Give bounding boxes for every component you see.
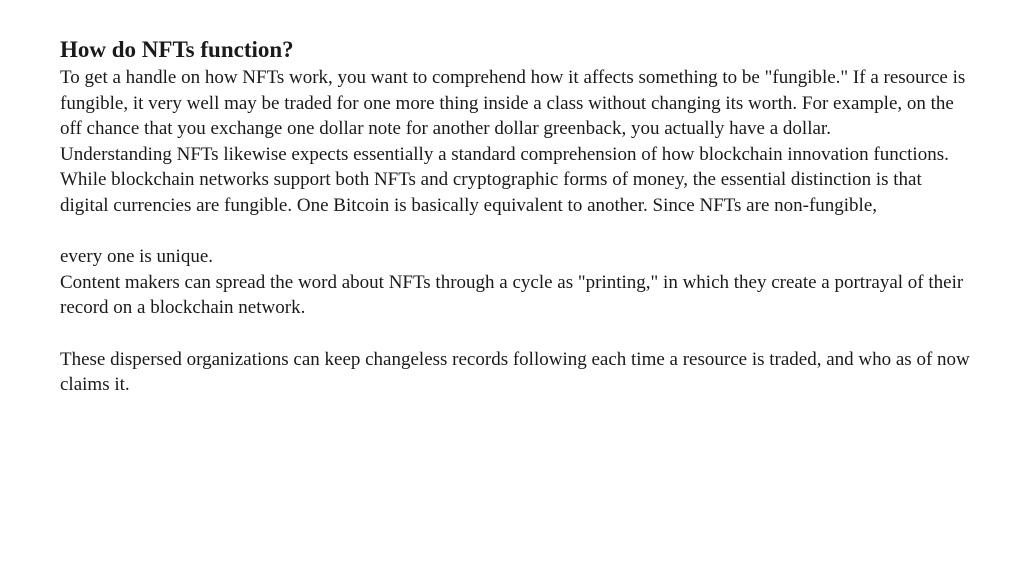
paragraph-unique: every one is unique.	[60, 246, 214, 268]
paragraph-blockchain: Understanding NFTs likewise expects essentially a standard comprehension of how blockchain innovation functions.	[60, 143, 949, 165]
slide-content	[60, 35, 970, 398]
paragraph-distinction: While blockchain networks support both NFTs and cryptographic forms of money, the essential distinction is that digital currencies are fungible. One Bitcoin is basically equivalent to another. Since NFTs are non-fungible,	[60, 169, 922, 216]
paragraph-minting: Content makers can spread the word about NFTs through a cycle as "printing," in which they create a portrayal of their record on a blockchain network.	[60, 271, 964, 319]
paragraph-records: These dispersed organizations can keep changeless records following each time a resource is traded, and who as of now claims it.	[60, 348, 970, 396]
paragraph-spacer	[60, 321, 970, 347]
paragraph-spacer	[60, 219, 970, 245]
slide-title: How do NFTs function?	[60, 37, 294, 62]
paragraph-fungible: To get a handle on how NFTs work, you want to comprehend how it affects something to be "fungible." If a resource is fungible, it very well may be traded for one more thing inside a class without changing its worth. For example, on the off chance that you exchange one dollar note for another dollar greenback, you actually have a dollar.	[60, 67, 966, 140]
